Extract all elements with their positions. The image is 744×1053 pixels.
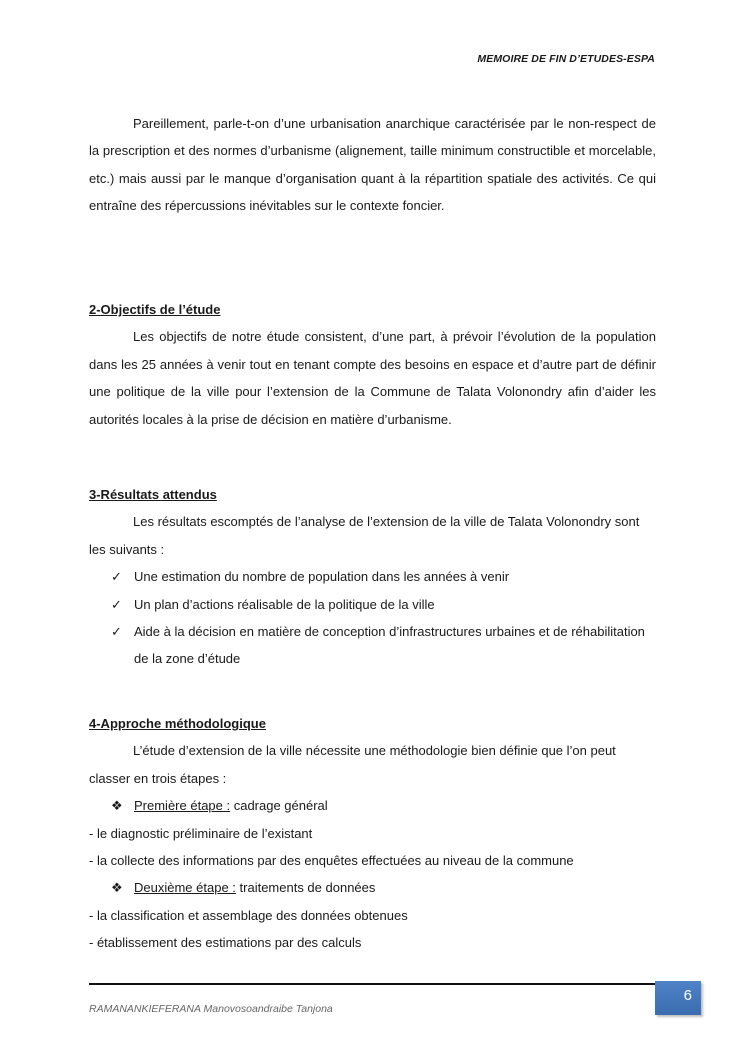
running-header: MEMOIRE DE FIN D’ETUDES-ESPA <box>477 53 655 65</box>
section-objectives <box>89 296 656 433</box>
step1-line: - le diagnostic préliminaire de l’existant <box>89 825 313 841</box>
step1-line: - la collecte des informations par des enquêtes effectuées au niveau de la commune <box>89 853 574 869</box>
methodology-paragraph: L’étude d’extension de la ville nécessite une méthodologie bien définie que l’on peut classer en trois étapes : <box>89 743 616 786</box>
section-heading-methodology: 4-Approche méthodologique <box>89 716 266 731</box>
list-item: ❖ Première étape : cadrage général <box>89 792 656 819</box>
results-list <box>89 563 656 673</box>
diamond-bullet-icon: ❖ <box>111 798 123 814</box>
footer-rule <box>89 983 673 985</box>
step1-list <box>89 792 656 819</box>
list-item: ✓ Une estimation du nombre de population dans les années à venir <box>89 563 656 590</box>
step2-list <box>89 874 656 901</box>
intro-paragraph: Pareillement, parle-t-on d’une urbanisation anarchique caractérisée par le non-respect de la prescription et des normes d’urbanisme (alignement, taille minimum constructible et morcelable, etc.) mais aussi par le manque d’organisation quant à la répartition spatiale des activités. Ce qui entraîne des répercussions inévitables sur le contexte foncier. <box>89 116 656 214</box>
section-results <box>89 481 656 673</box>
list-item: ✓ Aide à la décision en matière de conception d’infrastructures urbaines et de réhabilitation de la zone d’étude <box>89 618 656 673</box>
checkmark-icon: ✓ <box>111 569 122 585</box>
results-paragraph: Les résultats escomptés de l’analyse de l’extension de la ville de Talata Volonondry sont les suivants : <box>89 514 640 557</box>
section-heading-objectives: 2-Objectifs de l’étude <box>89 302 221 317</box>
page-number-badge: 6 <box>655 981 701 1015</box>
checkmark-icon: ✓ <box>111 596 122 612</box>
step2-line: - établissement des estimations par des calculs <box>89 935 362 951</box>
diamond-bullet-icon: ❖ <box>111 880 123 896</box>
step2-line: - la classification et assemblage des données obtenues <box>89 907 408 923</box>
section-heading-results: 3-Résultats attendus <box>89 487 217 502</box>
intro-block <box>89 110 656 220</box>
section-methodology <box>89 710 656 957</box>
list-item: ❖ Deuxième étape : traitements de données <box>89 874 656 901</box>
footer-author: RAMANANKIEFERANA Manovosoandraibe Tanjona <box>89 1003 333 1015</box>
list-item: ✓ Un plan d’actions réalisable de la politique de la ville <box>89 591 656 618</box>
objectives-paragraph: Les objectifs de notre étude consistent, d’une part, à prévoir l’évolution de la population dans les 25 années à venir tout en tenant compte des besoins en espace et d’autre part de définir une politique de la ville pour l’extension de la Commune de Talata Volonondry afin d’aider les autorités locales à la prise de décision en matière d’urbanisme. <box>89 329 656 427</box>
checkmark-icon: ✓ <box>111 624 122 640</box>
